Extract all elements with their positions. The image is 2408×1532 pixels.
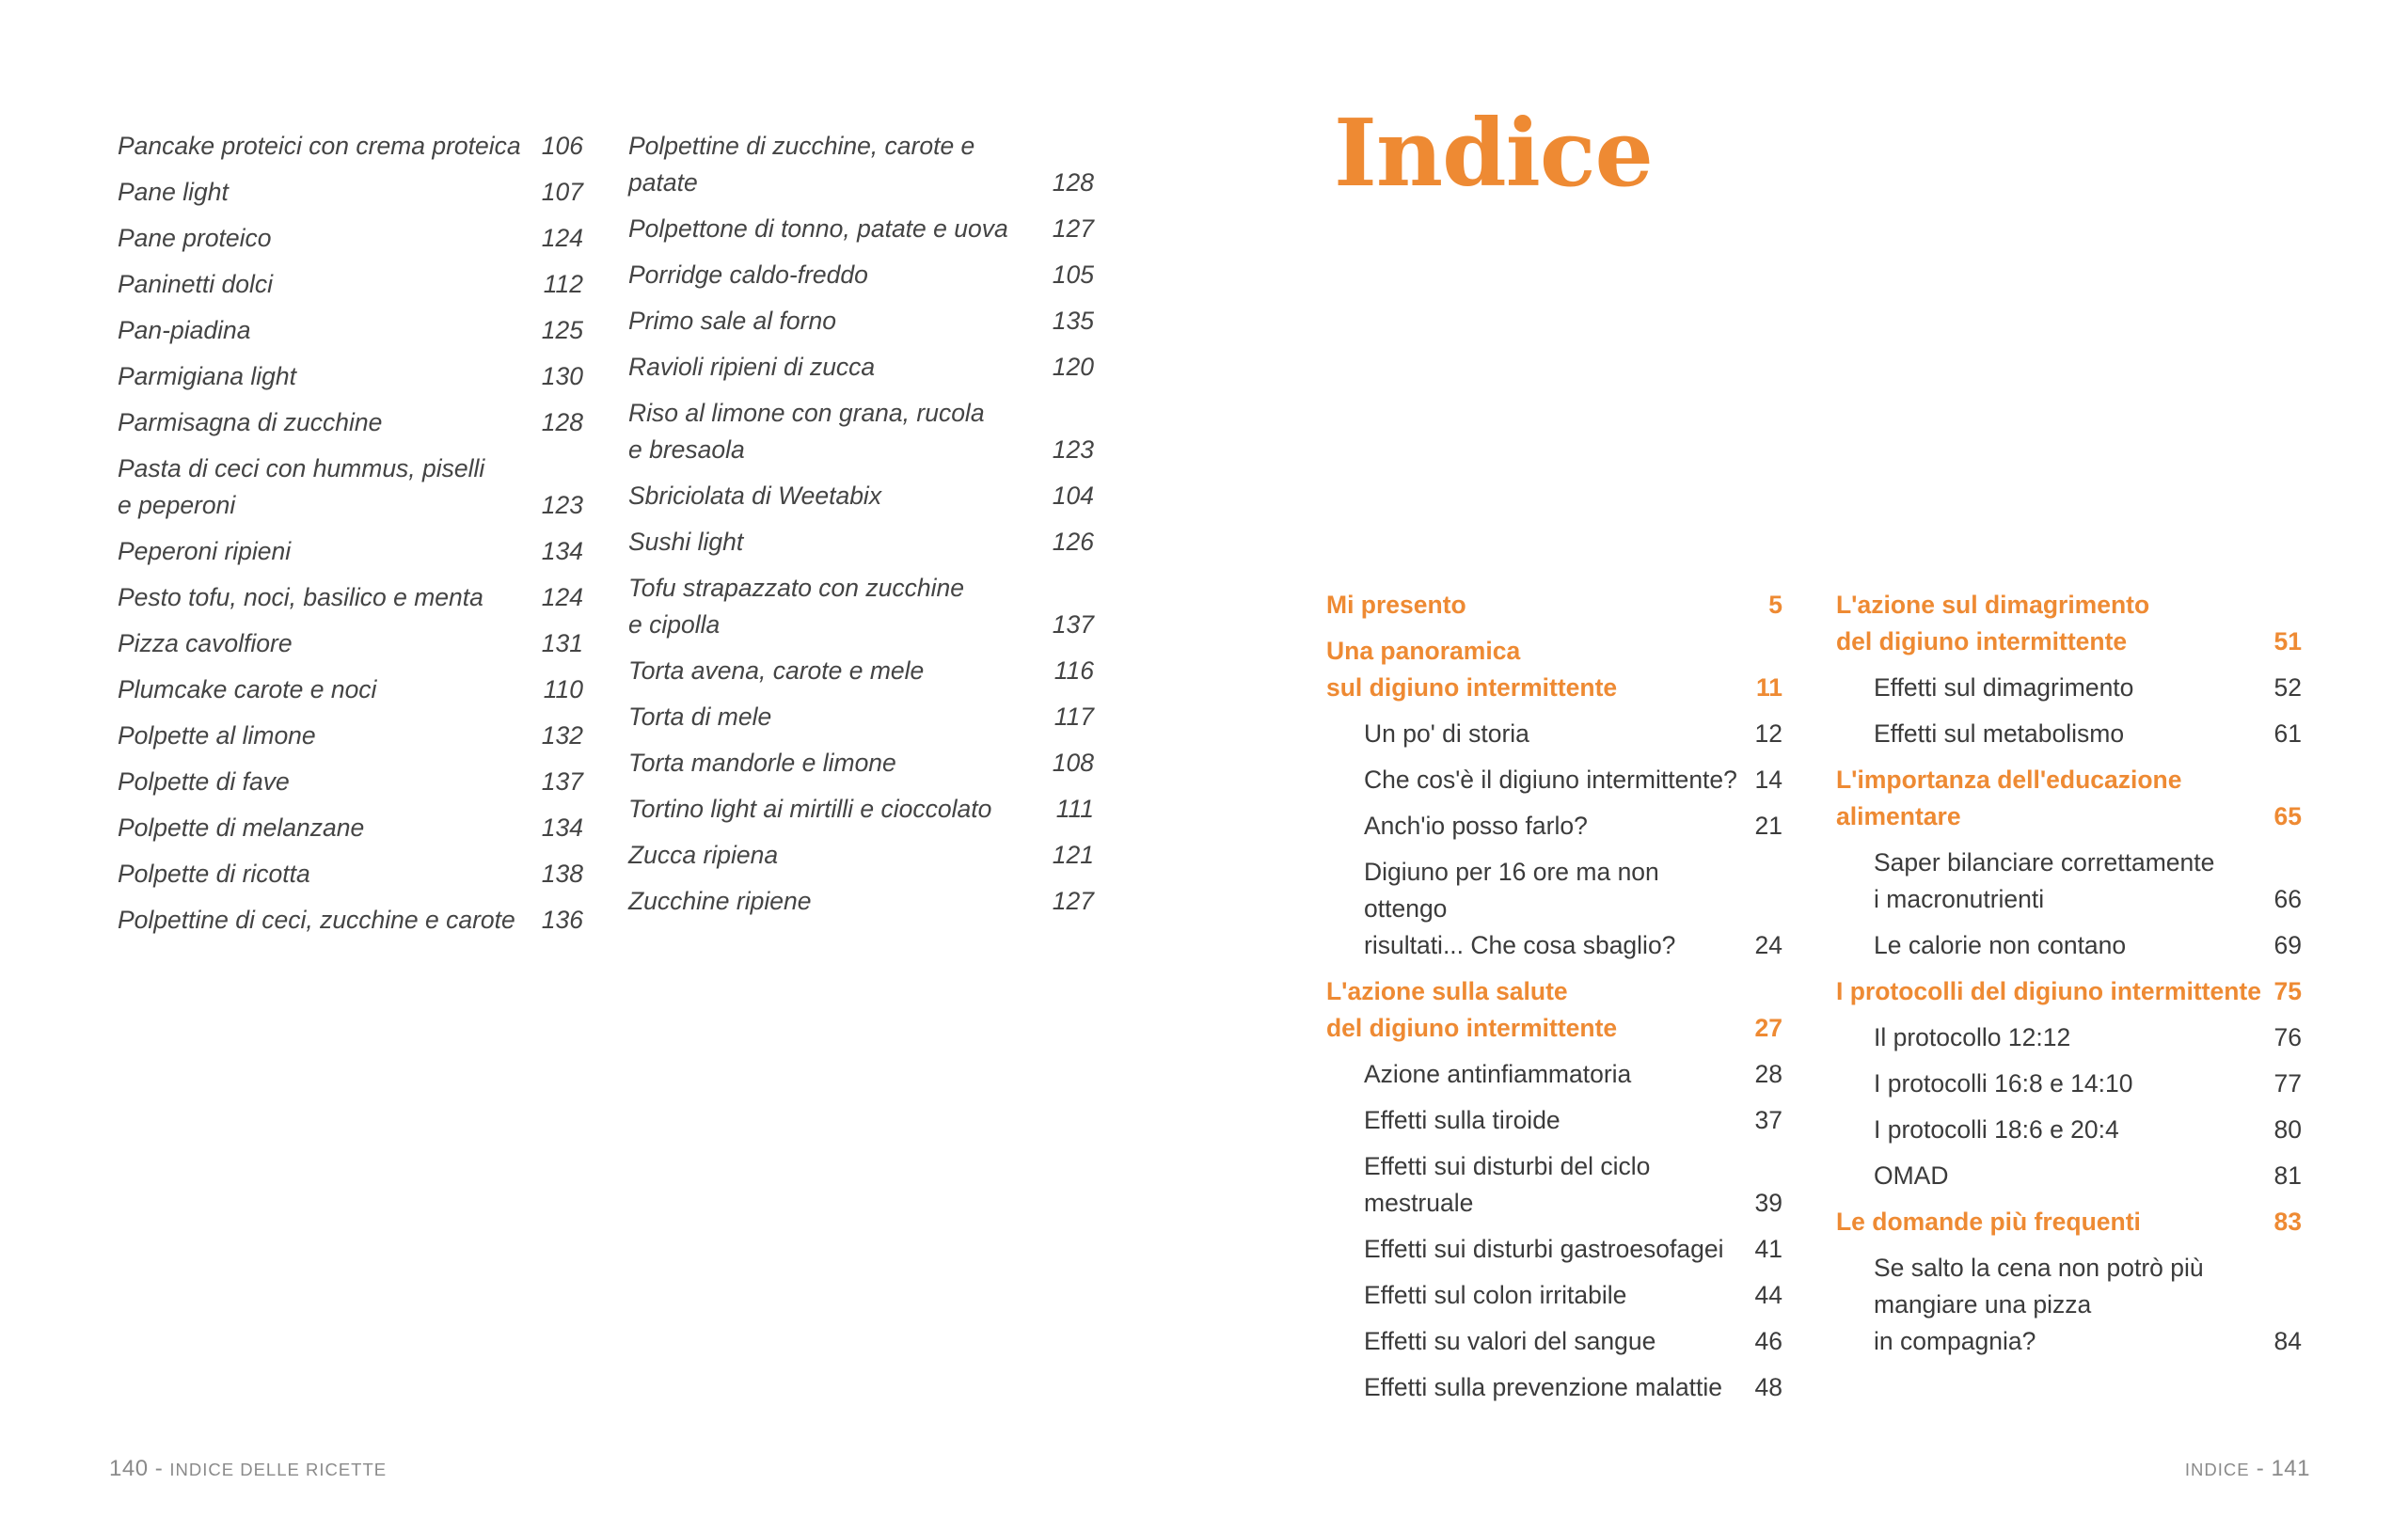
recipe-entry-title: Parmisagna di zucchine [118,408,383,436]
index-entry-title: Che cos'è il digiuno intermittente? [1364,766,1737,794]
recipe-entry-title: Polpette al limone [118,721,316,750]
recipe-entry-page-number: 111 [1055,795,1094,823]
index-entry-page-number: 66 [2273,885,2302,913]
recipe-entry[interactable] [628,570,1094,643]
recipe-entry-title: Pancake proteici con crema proteica [118,132,521,160]
recipe-entry-page-number: 131 [541,629,583,657]
index-entry-chapter[interactable] [1326,633,1782,706]
index-entry-chapter[interactable] [1836,1204,2302,1240]
index-entry-title: OMAD [1874,1161,1949,1190]
index-entry-chapter[interactable] [1326,973,1782,1047]
recipe-entry[interactable] [628,349,1094,386]
index-entry-page-number: 41 [1754,1235,1782,1263]
index-entry-section[interactable] [1836,927,2302,964]
recipe-entry[interactable] [118,579,583,616]
index-entry-title: Saper bilanciare correttamente i macronutrienti [1874,848,2215,913]
index-entry-page-number: 75 [2273,977,2302,1005]
recipe-entry[interactable] [628,653,1094,689]
recipe-entry-title: Pan-piadina [118,316,251,344]
recipe-entry[interactable] [628,211,1094,247]
index-entry-page-number: 14 [1754,766,1782,794]
recipe-entry-page-number: 124 [541,583,583,611]
recipe-entry-title: Tofu strapazzato con zucchine e cipolla [628,574,964,639]
index-entry-page-number: 77 [2273,1069,2302,1098]
recipe-entry-title: Torta mandorle e limone [628,749,896,777]
recipe-entry-page-number: 124 [541,224,583,252]
recipe-entry-page-number: 135 [1052,307,1094,335]
index-entry-title: Le domande più frequenti [1836,1208,2141,1236]
index-entry-page-number: 21 [1754,812,1782,840]
index-entry-title: Il protocollo 12:12 [1874,1023,2071,1051]
recipe-entry-page-number: 106 [541,132,583,160]
recipe-entry[interactable] [628,883,1094,920]
recipe-entry-page-number: 134 [541,537,583,565]
recipe-entry-title: Ravioli ripieni di zucca [628,353,876,381]
recipe-entry-title: Pasta di ceci con hummus, piselli e peperoni [118,454,485,519]
index-entry-section[interactable] [1836,1066,2302,1102]
index-entry-title: I protocolli 16:8 e 14:10 [1874,1069,2133,1098]
left-page-number: 140 [109,1456,149,1481]
recipe-entry[interactable] [118,450,583,524]
index-entry-page-number: 24 [1754,931,1782,959]
recipe-entry-title: Riso al limone con grana, rucola e bresaola [628,399,985,464]
recipe-entry[interactable] [628,478,1094,514]
recipe-entry-title: Polpette di melanzane [118,813,365,842]
index-entry-chapter[interactable] [1836,587,2302,660]
recipe-entry[interactable] [118,266,583,303]
recipe-index-column-2 [628,128,1094,929]
recipe-entry-title: Paninetti dolci [118,270,273,298]
recipe-entry[interactable] [628,303,1094,340]
recipe-entry[interactable] [118,718,583,754]
recipe-entry-page-number: 110 [543,675,583,703]
index-entry-title: Un po' di storia [1364,719,1529,748]
recipe-entry-page-number: 126 [1052,528,1094,556]
index-entry-section[interactable] [1326,716,1782,752]
recipe-entry-title: Plumcake carote e noci [118,675,377,703]
recipe-entry[interactable] [628,395,1094,468]
index-entry-page-number: 76 [2273,1023,2302,1051]
index-entry-title: Effetti sulla prevenzione malattie [1364,1373,1723,1401]
recipe-entry-page-number: 132 [541,721,583,750]
index-entry-section[interactable] [1326,854,1782,964]
recipe-entry-page-number: 138 [541,860,583,888]
recipe-entry-title: Primo sale al forno [628,307,836,335]
index-entry-page-number: 11 [1755,673,1782,702]
index-entry-page-number: 5 [1768,591,1782,619]
index-entry-page-number: 80 [2273,1115,2302,1144]
index-entry-section[interactable] [1836,1158,2302,1194]
recipe-entry[interactable] [118,220,583,257]
index-entry-title: Digiuno per 16 ore ma non ottengo risultati... Che cosa sbaglio? [1364,858,1676,959]
index-entry-title: Le calorie non contano [1874,931,2127,959]
index-entry-title: Una panoramica sul digiuno intermittente [1326,637,1618,702]
recipe-entry-title: Pane proteico [118,224,272,252]
index-entry-title: Effetti sul metabolismo [1874,719,2125,748]
index-entry-title: Effetti sul colon irritabile [1364,1281,1627,1309]
index-column-2 [1836,587,2302,1369]
recipe-entry-title: Peperoni ripieni [118,537,292,565]
index-entry-section[interactable] [1326,808,1782,845]
recipe-entry-title: Zucca ripiena [628,841,779,869]
index-entry-page-number: 48 [1754,1373,1782,1401]
recipe-entry-page-number: 107 [541,178,583,206]
index-entry-chapter[interactable] [1836,973,2302,1010]
recipe-entry[interactable] [118,404,583,441]
index-entry-title: I protocolli 18:6 e 20:4 [1874,1115,2119,1144]
recipe-entry-page-number: 123 [1052,435,1094,464]
recipe-entry[interactable] [118,358,583,395]
recipe-entry-title: Pizza cavolfiore [118,629,293,657]
index-entry-section[interactable] [1326,1323,1782,1360]
index-entry-title: L'azione sul dimagrimento del digiuno intermittente [1836,591,2150,655]
left-running-title: INDICE DELLE RICETTE [169,1460,388,1479]
recipe-entry-title: Polpette di fave [118,767,290,796]
recipe-entry[interactable] [628,524,1094,561]
recipe-entry-page-number: 112 [543,270,583,298]
right-running-title: INDICE [2184,1460,2250,1479]
recipe-entry-title: Tortino light ai mirtilli e cioccolato [628,795,992,823]
index-entry-page-number: 39 [1754,1189,1782,1217]
index-column-1 [1326,587,1782,1415]
index-entry-page-number: 69 [2273,931,2302,959]
index-entry-section[interactable] [1326,762,1782,798]
recipe-entry[interactable] [118,856,583,892]
recipe-entry[interactable] [118,764,583,800]
index-entry-section[interactable] [1326,1231,1782,1268]
index-entry-chapter[interactable] [1836,762,2302,835]
index-entry-page-number: 61 [2273,719,2302,748]
recipe-entry-title: Polpettone di tonno, patate e uova [628,214,1008,243]
recipe-entry[interactable] [118,128,583,165]
index-entry-title: L'azione sulla salute del digiuno intermittente [1326,977,1618,1042]
recipe-entry-page-number: 125 [541,316,583,344]
recipe-entry-page-number: 121 [1052,841,1094,869]
index-entry-title: Mi presento [1326,591,1466,619]
recipe-entry[interactable] [118,902,583,939]
index-entry-title: Effetti sulla tiroide [1364,1106,1560,1134]
index-entry-page-number: 12 [1754,719,1782,748]
recipe-entry-title: Torta avena, carote e mele [628,656,925,685]
recipe-entry-page-number: 137 [1052,610,1094,639]
recipe-entry-page-number: 134 [541,813,583,842]
recipe-entry-title: Parmigiana light [118,362,297,390]
right-page [1204,0,2408,1532]
recipe-entry-page-number: 108 [1052,749,1094,777]
recipe-entry-page-number: 120 [1052,353,1094,381]
index-entry-page-number: 65 [2273,802,2302,830]
index-entry-title: Effetti sui disturbi gastroesofagei [1364,1235,1724,1263]
index-entry-section[interactable] [1326,1277,1782,1314]
index-entry-page-number: 37 [1754,1106,1782,1134]
recipe-entry-page-number: 127 [1052,214,1094,243]
right-page-number: 141 [2271,1456,2310,1481]
index-entry-title: L'importanza dell'educazione alimentare [1836,766,2182,830]
right-page-footer [2185,1456,2310,1482]
index-entry-section[interactable] [1326,1148,1782,1222]
index-entry-title: Se salto la cena non potrò più mangiare una pizza in compagnia? [1874,1254,2204,1355]
index-entry-section[interactable] [1836,1250,2302,1360]
index-entry-page-number: 28 [1754,1060,1782,1088]
recipe-entry-title: Polpettine di zucchine, carote e patate [628,132,975,197]
recipe-entry[interactable] [628,791,1094,828]
index-entry-page-number: 51 [2273,627,2302,655]
recipe-entry-page-number: 116 [1054,656,1094,685]
recipe-entry-page-number: 117 [1054,703,1094,731]
recipe-entry-title: Polpettine di ceci, zucchine e carote [118,906,515,934]
recipe-entry[interactable] [628,837,1094,874]
left-page-footer [109,1456,387,1482]
recipe-entry-page-number: 105 [1052,261,1094,289]
index-entry-title: Effetti su valori del sangue [1364,1327,1656,1355]
recipe-entry-page-number: 136 [541,906,583,934]
index-entry-title: Azione antinfiammatoria [1364,1060,1632,1088]
recipe-entry[interactable] [118,533,583,570]
recipe-entry[interactable] [628,128,1094,201]
index-entry-page-number: 81 [2273,1161,2302,1190]
index-entry-page-number: 83 [2273,1208,2302,1236]
index-entry-section[interactable] [1836,845,2302,918]
recipe-entry[interactable] [118,625,583,662]
index-entry-title: Effetti sui disturbi del ciclo mestruale [1364,1152,1651,1217]
recipe-entry[interactable] [118,810,583,846]
index-entry-page-number: 84 [2273,1327,2302,1355]
index-entry-section[interactable] [1326,1102,1782,1139]
index-heading: Indice [1334,100,1653,208]
recipe-entry[interactable] [628,745,1094,782]
index-entry-title: Effetti sul dimagrimento [1874,673,2134,702]
recipe-entry-title: Torta di mele [628,703,772,731]
recipe-entry-page-number: 128 [1052,168,1094,197]
recipe-entry[interactable] [118,174,583,211]
recipe-entry-title: Sushi light [628,528,744,556]
index-entry-section[interactable] [1326,1369,1782,1406]
recipe-index-column-1 [118,128,583,948]
recipe-entry-page-number: 137 [541,767,583,796]
recipe-entry-title: Sbriciolata di Weetabix [628,482,882,510]
index-entry-section[interactable] [1836,1112,2302,1148]
recipe-entry[interactable] [628,699,1094,735]
index-entry-section[interactable] [1836,670,2302,706]
index-entry-page-number: 27 [1754,1014,1782,1042]
index-entry-section[interactable] [1836,1019,2302,1056]
recipe-entry-title: Zucchine ripiene [628,887,812,915]
recipe-entry[interactable] [118,312,583,349]
index-entry-title: Anch'io posso farlo? [1364,812,1588,840]
index-entry-chapter[interactable] [1326,587,1782,624]
index-entry-title: I protocolli del digiuno intermittente [1836,977,2261,1005]
recipe-entry-page-number: 130 [541,362,583,390]
index-entry-page-number: 46 [1754,1327,1782,1355]
recipe-entry-title: Porridge caldo-freddo [628,261,868,289]
index-entry-section[interactable] [1326,1056,1782,1093]
index-entry-page-number: 44 [1754,1281,1782,1309]
recipe-entry-page-number: 123 [541,491,583,519]
left-footer-separator: - [148,1456,170,1481]
recipe-entry-page-number: 127 [1052,887,1094,915]
recipe-entry-page-number: 128 [541,408,583,436]
right-footer-separator: - [2249,1456,2272,1481]
index-entry-section[interactable] [1836,716,2302,752]
recipe-entry-title: Pane light [118,178,229,206]
index-entry-page-number: 52 [2273,673,2302,702]
recipe-entry-page-number: 104 [1052,482,1094,510]
recipe-entry-title: Pesto tofu, noci, basilico e menta [118,583,483,611]
recipe-entry[interactable] [118,671,583,708]
recipe-entry-title: Polpette di ricotta [118,860,310,888]
recipe-entry[interactable] [628,257,1094,293]
